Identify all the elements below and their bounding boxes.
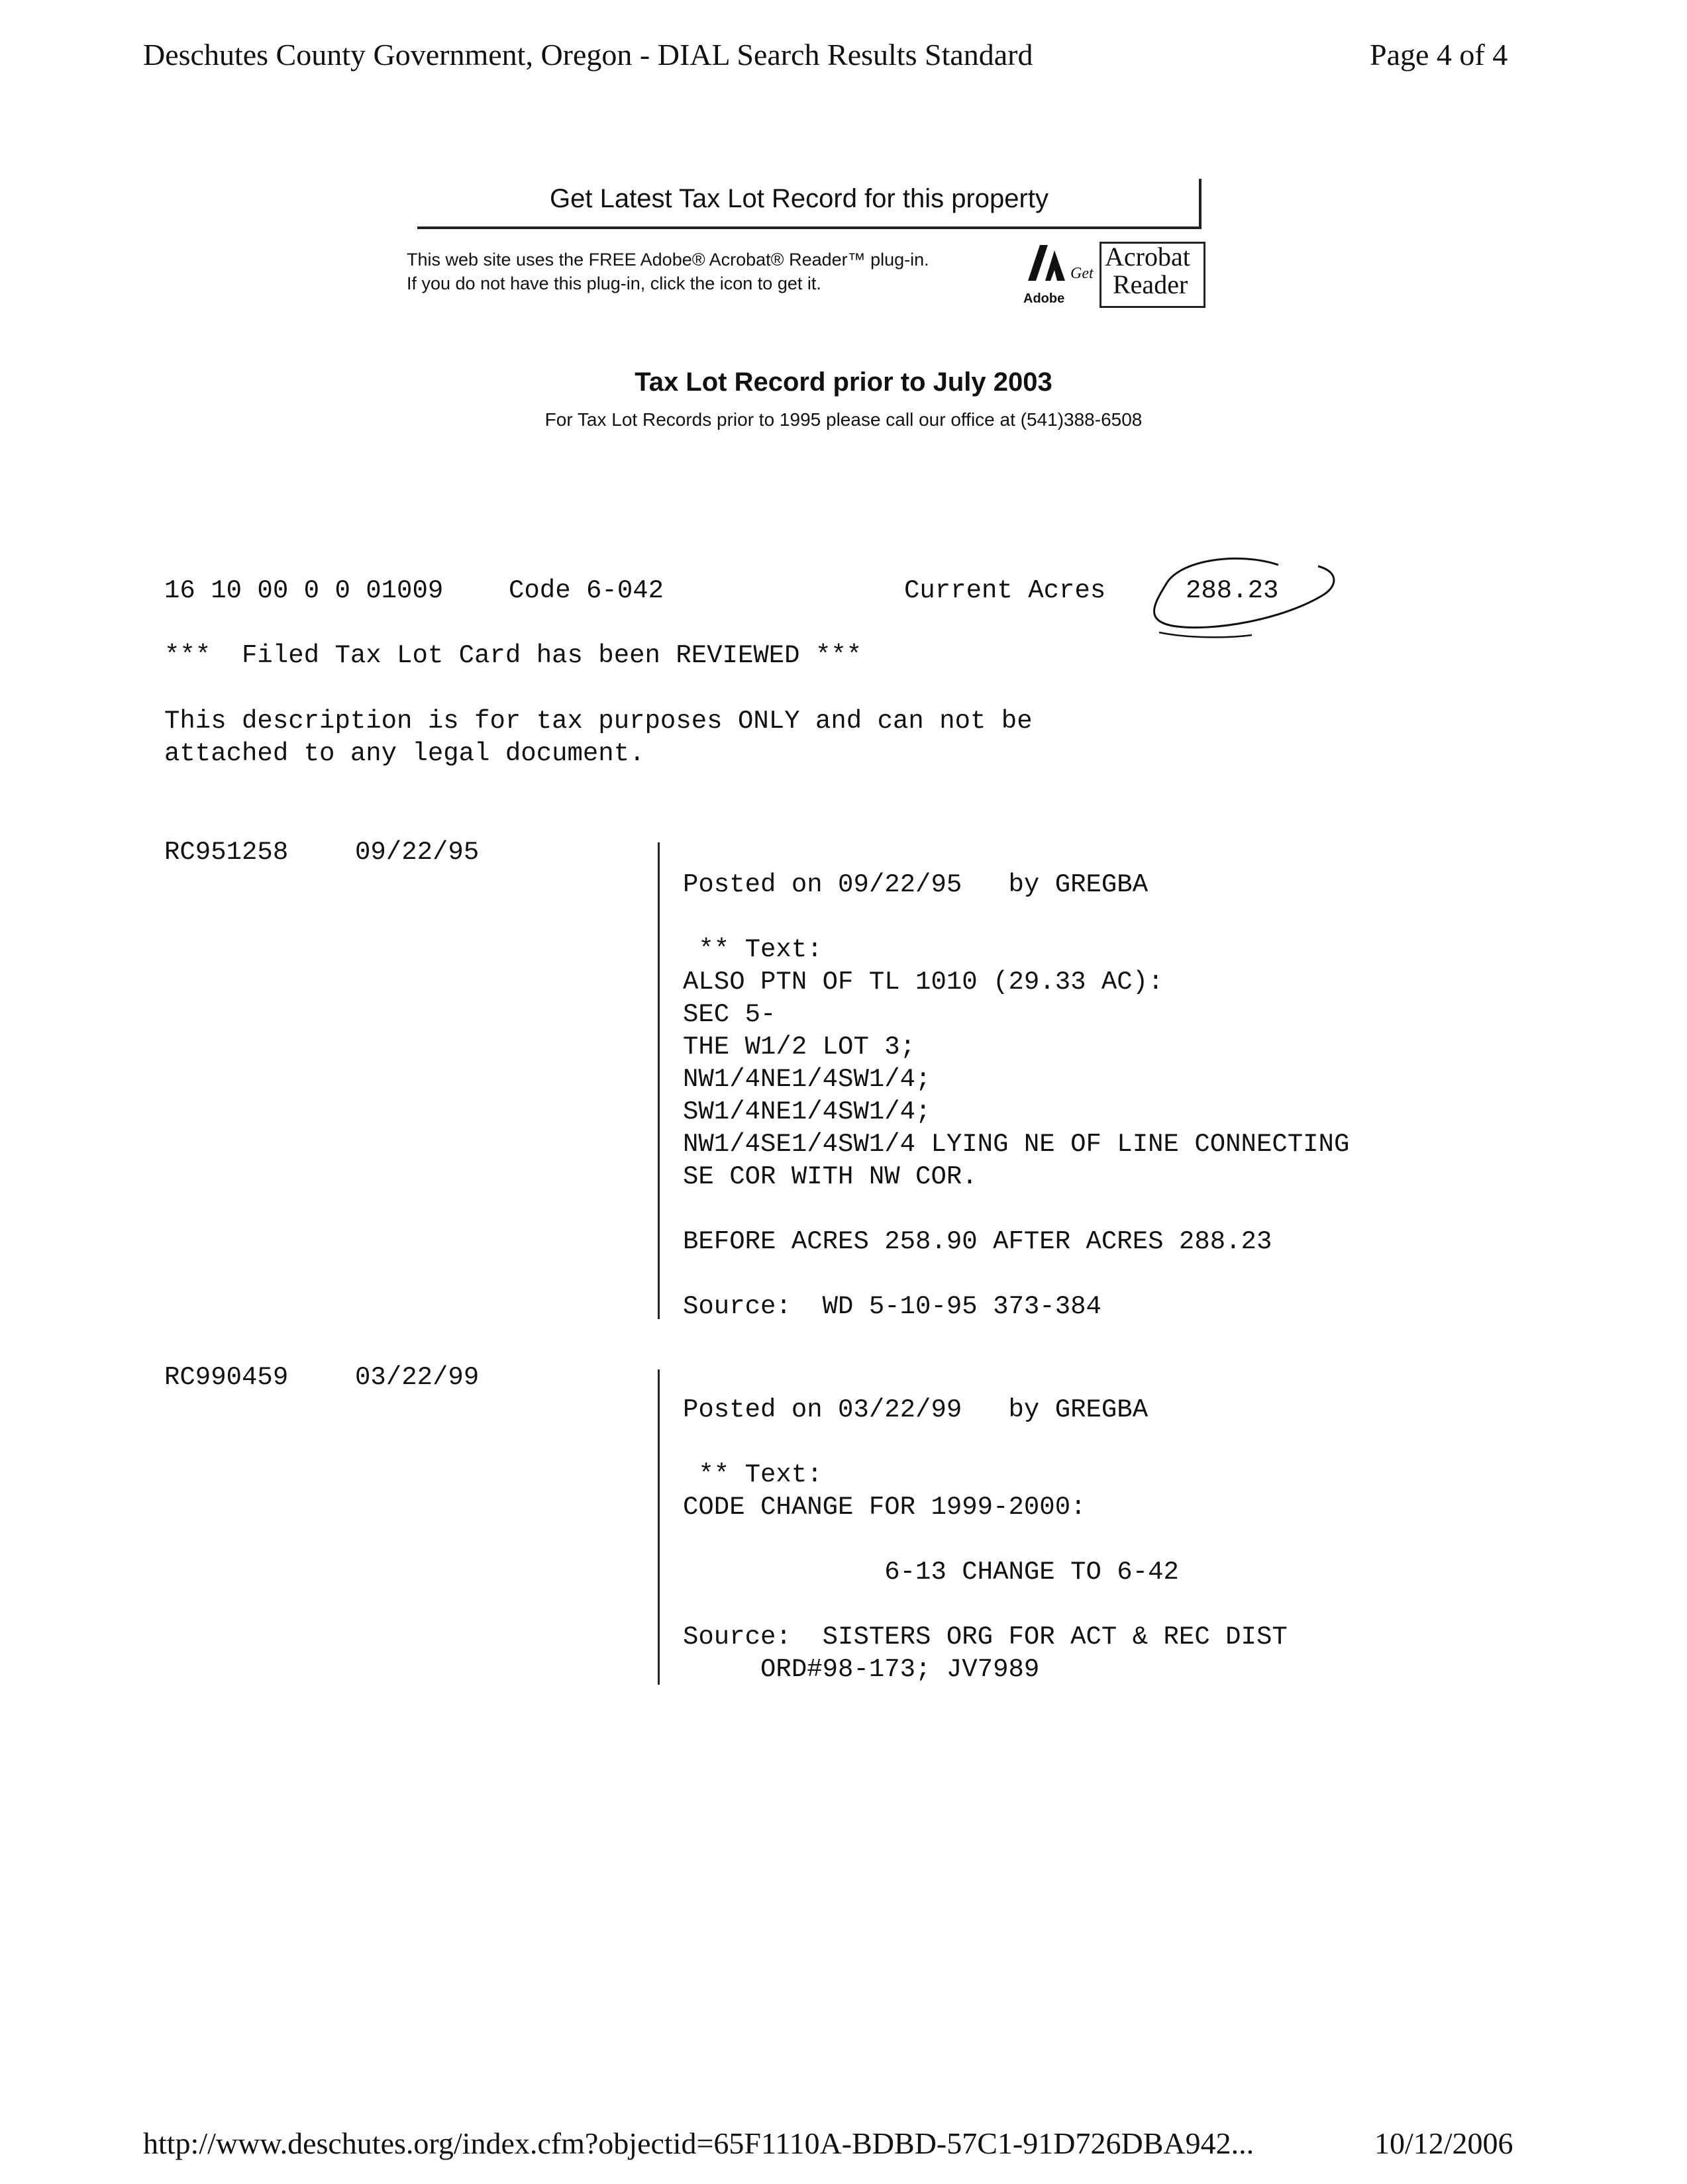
entry-id: RC990459 xyxy=(164,1363,289,1392)
entry-line: ** Text: xyxy=(683,1460,823,1489)
disclaimer-line2: attached to any legal document. xyxy=(164,739,645,768)
acrobat-get-label: Get xyxy=(1070,265,1094,282)
entry-line: Source: SISTERS ORG FOR ACT & REC DIST xyxy=(683,1622,1288,1652)
tax-lot-link-label: Get Latest Tax Lot Record for this property xyxy=(550,184,1048,213)
entry-line: SW1/4NE1/4SW1/4; xyxy=(683,1097,931,1126)
section-subtitle: For Tax Lot Records prior to 1995 please call our office at (541)388-6508 xyxy=(544,409,1143,430)
section-title: Tax Lot Record prior to July 2003 xyxy=(635,368,1052,397)
get-latest-tax-lot-link[interactable] xyxy=(417,179,1201,229)
reader-label: Reader xyxy=(1113,270,1188,299)
entry-line: Source: WD 5-10-95 373-384 xyxy=(683,1292,1101,1321)
entry-line: NW1/4SE1/4SW1/4 LYING NE OF LINE CONNECTING xyxy=(683,1130,1350,1159)
entry-line: BEFORE ACRES 258.90 AFTER ACRES 288.23 xyxy=(683,1227,1272,1256)
entry-line: Posted on 03/22/99 by GREGBA xyxy=(683,1395,1149,1424)
entry-id: RC951258 xyxy=(164,838,289,867)
page-header-title: Deschutes County Government, Oregon - DIAL Search Results Standard xyxy=(143,38,1033,72)
property-code: Code 6-042 xyxy=(509,576,664,605)
entry-divider xyxy=(658,842,660,1319)
entry-line: CODE CHANGE FOR 1999-2000: xyxy=(683,1493,1086,1522)
entry-line: ALSO PTN OF TL 1010 (29.33 AC): xyxy=(683,968,1164,997)
plugin-notice-line1: This web site uses the FREE Adobe® Acrobat® Reader™ plug-in. xyxy=(407,250,929,270)
entry-date: 09/22/95 xyxy=(355,838,480,867)
entry-line: SE COR WITH NW COR. xyxy=(683,1162,978,1191)
reviewed-notice: *** Filed Tax Lot Card has been REVIEWED *** xyxy=(164,641,862,670)
handwritten-circle-annotation xyxy=(1139,546,1351,646)
current-acres-label: Current Acres xyxy=(904,576,1106,605)
footer-url-link[interactable]: http://www.deschutes.org/index.cfm?objectid=65F1110A-BDBD-57C1-91D726DBA942... xyxy=(143,2126,1254,2160)
disclaimer-line1: This description is for tax purposes ONLY and can not be xyxy=(164,707,1033,736)
entry-line: ** Text: xyxy=(683,935,823,964)
acrobat-label: Acrobat xyxy=(1105,242,1190,272)
plugin-notice-line2: If you do not have this plug-in, click the icon to get it. xyxy=(407,273,821,293)
entry-line: ORD#98-173; JV7989 xyxy=(683,1655,1040,1684)
entry-line: SEC 5- xyxy=(683,1000,776,1029)
entry-line: THE W1/2 LOT 3; xyxy=(683,1032,916,1062)
footer-date: 10/12/2006 xyxy=(1374,2126,1513,2160)
entry-date: 03/22/99 xyxy=(355,1363,480,1392)
entry-divider xyxy=(658,1369,660,1685)
current-acres-value: 288.23 xyxy=(1186,576,1279,605)
map-taxlot-number: 16 10 00 0 0 01009 xyxy=(164,576,444,605)
entry-line: NW1/4NE1/4SW1/4; xyxy=(683,1065,931,1094)
page-number: Page 4 of 4 xyxy=(1370,38,1508,72)
entry-line: Posted on 09/22/95 by GREGBA xyxy=(683,870,1149,899)
adobe-acrobat-icon[interactable] xyxy=(1025,242,1068,295)
adobe-brand-label: Adobe xyxy=(1023,291,1065,306)
entry-line: 6-13 CHANGE TO 6-42 xyxy=(683,1558,1179,1587)
